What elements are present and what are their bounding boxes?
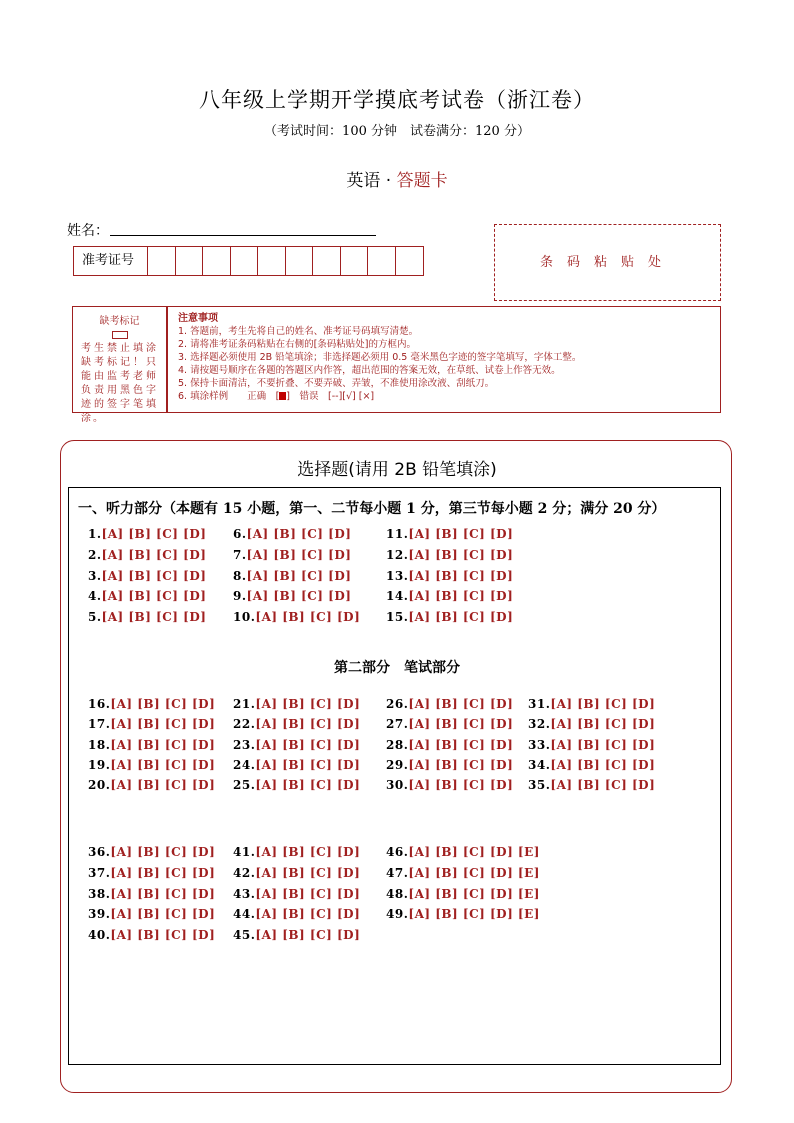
question-number: 28.	[386, 737, 409, 752]
absent-mark-box	[72, 306, 167, 424]
question-row[interactable]	[88, 778, 215, 792]
question-number: 49.	[386, 907, 409, 922]
question-row[interactable]	[88, 610, 206, 624]
question-number: 10.	[233, 610, 256, 625]
answer-options[interactable]: [A] [B] [C] [D]	[101, 610, 207, 625]
note-item-sample	[178, 390, 710, 403]
answer-options[interactable]: [A] [B] [C] [D]	[246, 568, 352, 583]
question-row[interactable]	[233, 717, 360, 731]
answer-options[interactable]: [A] [B] [C] [D]	[110, 865, 216, 880]
question-number: 31.	[528, 697, 551, 711]
question-row[interactable]	[88, 717, 215, 731]
exam-number-cell[interactable]	[148, 247, 176, 275]
answer-options[interactable]: [A] [B] [C] [D]	[550, 778, 656, 793]
question-row[interactable]	[528, 758, 655, 772]
answer-options[interactable]: [A] [B] [C] [D]	[101, 568, 207, 583]
question-number: 33.	[528, 737, 551, 752]
writing-part-title: 第二部分 笔试部分	[334, 660, 460, 676]
question-row[interactable]	[88, 758, 215, 772]
name-field[interactable]	[110, 235, 376, 236]
question-number: 3.	[88, 568, 102, 583]
answer-options[interactable]: [A] [B] [C] [D]	[255, 845, 361, 859]
question-number: 12.	[386, 547, 409, 562]
question-number: 1.	[88, 527, 102, 541]
question-number: 8.	[233, 568, 247, 583]
answer-options[interactable]: [A] [B] [C] [D]	[246, 547, 352, 562]
question-row[interactable]	[233, 527, 351, 541]
answer-options[interactable]: [A] [B] [C] [D] [E]	[408, 886, 540, 901]
answer-options[interactable]: [A] [B] [C] [D]	[408, 757, 514, 772]
answer-options[interactable]: [A] [B] [C] [D]	[255, 778, 361, 793]
question-row[interactable]	[528, 697, 655, 711]
card-title	[0, 166, 794, 191]
question-number: 14.	[386, 589, 409, 604]
note-item: 1. 答题前，考生先将自己的姓名、准考证号码填写清楚。	[178, 326, 419, 337]
exam-number-cell[interactable]	[258, 247, 286, 275]
question-row[interactable]	[233, 610, 360, 624]
exam-number-cell[interactable]	[396, 247, 424, 275]
answer-options[interactable]: [A] [B] [C] [D]	[408, 610, 514, 625]
question-row[interactable]	[233, 589, 351, 603]
question-row[interactable]	[88, 845, 215, 859]
question-number: 36.	[88, 845, 111, 859]
answer-options[interactable]: [A] [B] [C] [D]	[550, 737, 656, 752]
question-number: 27.	[386, 717, 409, 732]
exam-number-cell[interactable]	[203, 247, 231, 275]
answer-options[interactable]: [A] [B] [C] [D]	[550, 757, 656, 772]
question-number: 41.	[233, 845, 256, 859]
exam-number-cell[interactable]	[341, 247, 369, 275]
question-row[interactable]	[386, 907, 540, 921]
question-row[interactable]	[88, 928, 215, 942]
answer-options[interactable]: [A] [B] [C] [D]	[101, 527, 207, 541]
exam-number-label: 准考证号	[74, 247, 148, 275]
exam-number-cell[interactable]	[368, 247, 396, 275]
answer-options[interactable]: [A] [B] [C] [D] [E]	[408, 907, 540, 922]
question-row[interactable]	[386, 610, 513, 624]
question-number: 47.	[386, 865, 409, 880]
name-label: 姓名：	[67, 223, 109, 239]
question-row[interactable]	[88, 887, 215, 901]
question-number: 26.	[386, 697, 409, 711]
exam-info: （考试时间：100 分钟 试卷满分：120 分）	[264, 124, 530, 139]
question-number: 21.	[233, 697, 256, 711]
question-number: 48.	[386, 886, 409, 901]
question-number: 20.	[88, 778, 111, 793]
question-number: 35.	[528, 778, 551, 793]
question-row[interactable]	[233, 548, 351, 562]
answer-options[interactable]: [A] [B] [C] [D]	[255, 737, 361, 752]
choice-section-title: 选择题(请用 2B 铅笔填涂)	[297, 460, 497, 480]
subject-label: 英语 ·	[346, 171, 397, 191]
absent-mark-instructions: 考生禁止填涂缺考标记！只能由监考老师负责用黑色字迹的签字笔填涂。	[81, 343, 158, 424]
question-row[interactable]	[386, 887, 540, 901]
question-number: 4.	[88, 589, 102, 604]
exam-number-cell[interactable]	[313, 247, 341, 275]
notes-box	[167, 306, 721, 413]
question-number: 25.	[233, 778, 256, 793]
question-number: 7.	[233, 547, 247, 562]
answer-options[interactable]: [A] [B] [C] [D]	[255, 757, 361, 772]
question-row[interactable]	[88, 866, 215, 880]
note-item: 3. 选择题必须使用 2B 铅笔填涂；非选择题必须用 0.5 毫米黑色字迹的签字笔填写，字体工整。	[178, 352, 582, 363]
question-number: 44.	[233, 907, 256, 922]
question-row[interactable]	[233, 928, 360, 942]
exam-number-cell[interactable]	[231, 247, 259, 275]
question-row[interactable]	[233, 866, 360, 880]
question-number: 9.	[233, 589, 247, 604]
question-number: 18.	[88, 737, 111, 752]
listening-part-title: 一、听力部分（本题有 15 小题，第一、二节每小题 1 分，第三节每小题 2 分；满分 20 分）	[78, 501, 666, 517]
answer-options[interactable]: [A] [B] [C] [D]	[255, 697, 361, 711]
question-row[interactable]	[233, 887, 360, 901]
question-number: 24.	[233, 757, 256, 772]
sample-label: 6. 填涂样例 正确 [	[178, 391, 280, 402]
answer-options[interactable]: [A] [B] [C] [D]	[110, 757, 216, 772]
answer-options[interactable]: [A] [B] [C] [D]	[255, 610, 361, 625]
question-number: 42.	[233, 865, 256, 880]
question-row[interactable]	[386, 697, 513, 711]
question-row[interactable]	[386, 589, 513, 603]
answer-options[interactable]: [A] [B] [C] [D]	[408, 697, 514, 711]
question-row[interactable]	[233, 907, 360, 921]
question-number: 6.	[233, 527, 247, 541]
question-row[interactable]	[386, 758, 513, 772]
question-number: 15.	[386, 610, 409, 625]
note-item: 2. 请将准考证条码粘贴在右侧的[条码粘贴处]的方框内。	[178, 339, 416, 350]
answer-options[interactable]: [A] [B] [C] [D]	[255, 717, 361, 732]
question-row[interactable]	[386, 778, 513, 792]
answer-options[interactable]: [A] [B] [C] [D]	[110, 717, 216, 732]
question-row[interactable]	[88, 589, 206, 603]
answer-options[interactable]: [A] [B] [C] [D]	[110, 737, 216, 752]
question-row[interactable]	[88, 527, 206, 541]
answer-options[interactable]: [A] [B] [C] [D]	[101, 589, 207, 604]
answer-options[interactable]: [A] [B] [C] [D]	[101, 547, 207, 562]
barcode-area: 条码粘贴处	[494, 224, 721, 301]
answer-options[interactable]: [A] [B] [C] [D]	[408, 778, 514, 793]
question-row[interactable]	[386, 866, 540, 880]
answer-options[interactable]: [A] [B] [C] [D]	[255, 886, 361, 901]
answer-options[interactable]: [A] [B] [C] [D]	[408, 717, 514, 732]
question-number: 29.	[386, 757, 409, 772]
note-item: 4. 请按题号顺序在各题的答题区内作答，超出范围的答案无效，在草纸、试卷上作答无效。	[178, 365, 561, 376]
question-row[interactable]	[233, 738, 360, 752]
question-number: 23.	[233, 737, 256, 752]
question-number: 39.	[88, 907, 111, 922]
answer-options[interactable]: [A] [B] [C] [D]	[246, 589, 352, 604]
question-row[interactable]	[233, 697, 360, 711]
answer-options[interactable]: [A] [B] [C] [D]	[255, 928, 361, 943]
answer-options[interactable]: [A] [B] [C] [D]	[408, 737, 514, 752]
question-row[interactable]	[88, 569, 206, 583]
question-row[interactable]	[88, 738, 215, 752]
question-row[interactable]	[386, 569, 513, 583]
note-item: 5. 保持卡面清洁，不要折叠、不要弄破、弄皱，不准使用涂改液、刮纸刀。	[178, 378, 495, 389]
question-row[interactable]	[386, 738, 513, 752]
answer-options[interactable]: [A] [B] [C] [D]	[110, 845, 216, 859]
absent-mark-title: 缺考标记	[99, 316, 140, 327]
question-row[interactable]	[528, 738, 655, 752]
answer-options[interactable]: [A] [B] [C] [D]	[246, 527, 352, 541]
question-row[interactable]	[386, 527, 513, 541]
answer-options[interactable]: [A] [B] [C] [D]	[550, 717, 656, 732]
question-number: 16.	[88, 697, 111, 711]
answer-options[interactable]: [A] [B] [C] [D]	[110, 886, 216, 901]
question-number: 34.	[528, 757, 551, 772]
question-number: 32.	[528, 717, 551, 732]
answer-options[interactable]: [A] [B] [C] [D]	[408, 568, 514, 583]
answer-options[interactable]: [A] [B] [C] [D]	[110, 697, 216, 711]
question-row[interactable]	[386, 717, 513, 731]
question-row[interactable]	[88, 907, 215, 921]
exam-number-cell[interactable]	[176, 247, 204, 275]
question-number: 45.	[233, 928, 256, 943]
question-row[interactable]	[528, 717, 655, 731]
notes-title: 注意事项	[178, 313, 218, 324]
question-number: 19.	[88, 757, 111, 772]
question-row[interactable]	[386, 548, 513, 562]
question-number: 37.	[88, 865, 111, 880]
answer-options[interactable]: [A] [B] [C] [D]	[110, 928, 216, 943]
question-row[interactable]	[528, 778, 655, 792]
question-row[interactable]	[233, 758, 360, 772]
question-number: 11.	[386, 527, 409, 541]
answer-card-label: 答题卡	[396, 171, 448, 191]
absent-checkbox[interactable]	[112, 331, 128, 339]
question-number: 22.	[233, 717, 256, 732]
question-number: 46.	[386, 845, 409, 859]
question-row[interactable]	[88, 548, 206, 562]
answer-options[interactable]: [A] [B] [C] [D]	[408, 589, 514, 604]
question-number: 43.	[233, 886, 256, 901]
question-row[interactable]	[233, 569, 351, 583]
exam-number-cell[interactable]	[286, 247, 314, 275]
answer-options[interactable]: [A] [B] [C] [D]	[255, 907, 361, 922]
answer-options[interactable]: [A] [B] [C] [D]	[255, 865, 361, 880]
answer-options[interactable]: [A] [B] [C] [D] [E]	[408, 865, 540, 880]
answer-options[interactable]: [A] [B] [C] [D]	[110, 907, 216, 922]
answer-options[interactable]: [A] [B] [C] [D]	[110, 778, 216, 793]
exam-number-grid	[73, 246, 424, 276]
question-row[interactable]	[88, 697, 215, 711]
answer-options[interactable]: [A] [B] [C] [D]	[408, 527, 514, 541]
question-number: 5.	[88, 610, 102, 625]
question-row[interactable]	[233, 778, 360, 792]
question-number: 38.	[88, 886, 111, 901]
question-row[interactable]	[233, 845, 360, 859]
question-row[interactable]	[386, 845, 540, 859]
question-number: 13.	[386, 568, 409, 583]
question-number: 17.	[88, 717, 111, 732]
answer-options[interactable]: [A] [B] [C] [D]	[550, 697, 656, 711]
question-number: 40.	[88, 928, 111, 943]
question-number: 2.	[88, 547, 102, 562]
page-title: 八年级上学期开学摸底考试卷（浙江卷）	[199, 88, 595, 112]
answer-options[interactable]: [A] [B] [C] [D] [E]	[408, 845, 540, 859]
answer-options[interactable]: [A] [B] [C] [D]	[408, 547, 514, 562]
sample-wrong: ] 错误 [--][√] [×]	[286, 391, 375, 402]
question-number: 30.	[386, 778, 409, 793]
